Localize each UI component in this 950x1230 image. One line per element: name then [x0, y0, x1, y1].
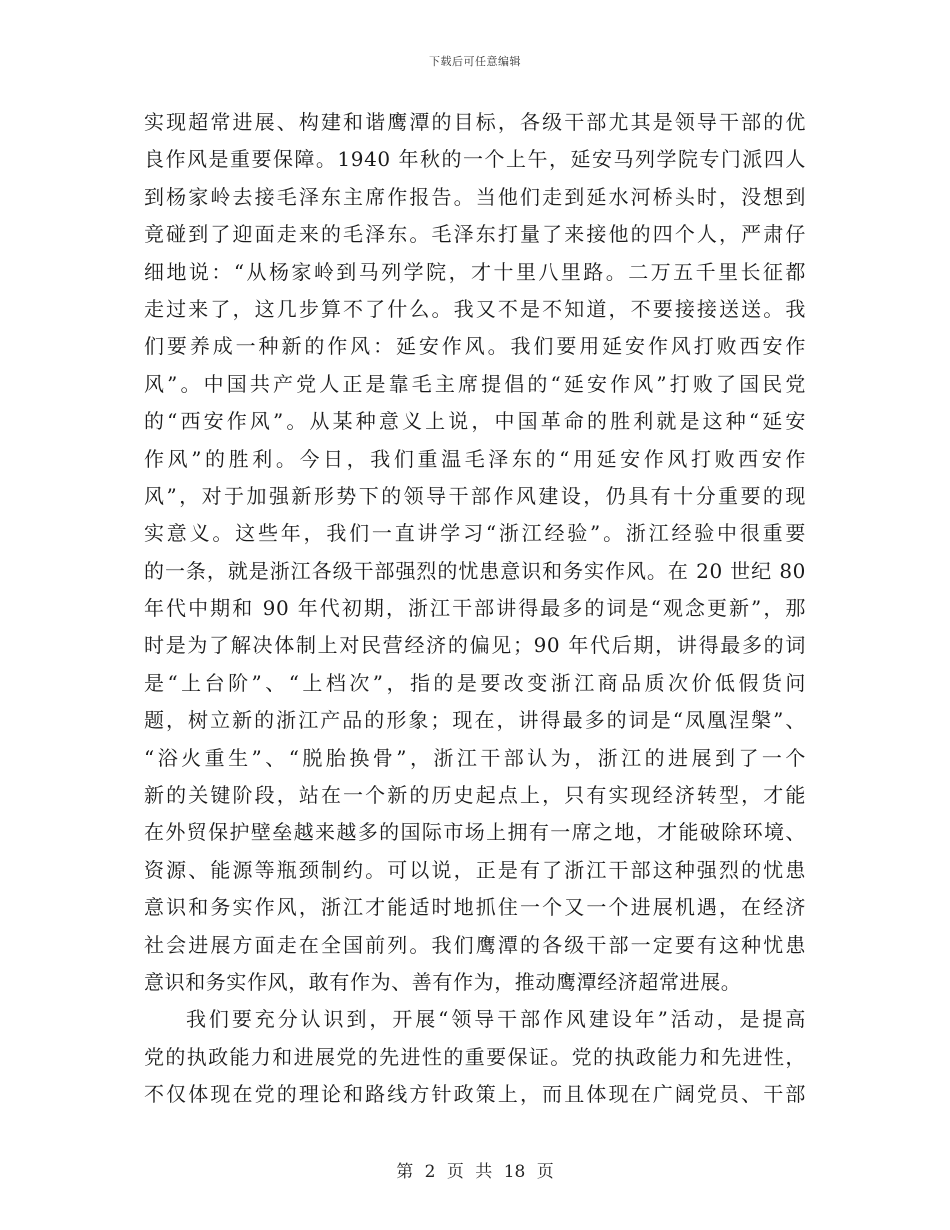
text-line: 在外贸保护壁垒越来越多的国际市场上拥有一席之地，才能破除环境、 [144, 820, 806, 845]
text-line: 走过来了，这几步算不了什么。我又不是不知道，不要接接送送。我 [144, 296, 806, 321]
text-line: 党的执政能力和进展党的先进性的重要保证。党的执政能力和先进性， [144, 1044, 806, 1069]
text-line: 作风”的胜利。今日，我们重温毛泽东的“用延安作风打败西安作 [144, 446, 806, 471]
text-line: 不仅体现在党的理论和路线方针政策上，而且体现在广阔党员、干部 [144, 1082, 806, 1107]
text-line: 竟碰到了迎面走来的毛泽东。毛泽东打量了来接他的四个人，严肃仔 [144, 222, 806, 247]
text-line: 我们要充分认识到，开展“领导干部作风建设年”活动，是提高 [186, 1007, 806, 1032]
text-line: 实现超常进展、构建和谐鹰潭的目标，各级干部尤其是领导干部的优 [144, 110, 806, 134]
text-line: 社会进展方面走在全国前列。我们鹰潭的各级干部一定要有这种忧患 [144, 932, 806, 957]
text-line: 良作风是重要保障。1940 年秋的一个上午，延安马列学院专门派四人 [144, 147, 806, 172]
text-line: 新的关键阶段，站在一个新的历史起点上，只有实现经济转型，才能 [144, 783, 806, 808]
text-line: 到杨家岭去接毛泽东主席作报告。当他们走到延水河桥头时，没想到 [144, 184, 806, 209]
text-line: 年代中期和 90 年代初期，浙江干部讲得最多的词是“观念更新”，那 [144, 596, 806, 621]
page-header-note: 下载后可任意编辑 [429, 55, 521, 68]
text-line: 资源、能源等瓶颈制约。可以说，正是有了浙江干部这种强烈的忧患 [144, 857, 806, 882]
text-line: “浴火重生”、“脱胎换骨”，浙江干部认为，浙江的进展到了一个 [144, 745, 806, 770]
text-line: 细地说：“从杨家岭到马列学院，才十里八里路。二万五千里长征都 [144, 259, 806, 284]
text-line: 题，树立新的浙江产品的形象；现在，讲得最多的词是“凤凰涅槃”、 [144, 708, 806, 733]
document-body [144, 104, 806, 1114]
paragraph-2 [144, 1001, 806, 1113]
paragraph-1 [144, 104, 806, 1001]
text-line: 意识和务实作风，浙江才能适时地抓住一个又一个进展机遇，在经济 [144, 895, 806, 920]
text-line: 时是为了解决体制上对民营经济的偏见；90 年代后期，讲得最多的词 [144, 633, 806, 658]
text-line: 实意义。这些年，我们一直讲学习“浙江经验”。浙江经验中很重要 [144, 521, 806, 546]
text-line: 意识和务实作风，敢有作为、善有作为，推动鹰潭经济超常进展。 [144, 969, 742, 994]
text-line: 风”，对于加强新形势下的领导干部作风建设，仍具有十分重要的现 [144, 483, 806, 508]
page-number: 第 2 页 共 18 页 [396, 1162, 554, 1182]
text-line: 是“上台阶”、“上档次”，指的是要改变浙江商品质次价低假货问 [144, 670, 806, 695]
text-line: 的一条，就是浙江各级干部强烈的忧患意识和务实作风。在 20 世纪 80 [144, 558, 806, 583]
text-line: 们要养成一种新的作风：延安作风。我们要用延安作风打败西安作 [144, 334, 806, 359]
text-line: 的“西安作风”。从某种意义上说，中国革命的胜利就是这种“延安 [144, 409, 806, 434]
text-line: 风”。中国共产党人正是靠毛主席提倡的“延安作风”打败了国民党 [144, 371, 806, 396]
